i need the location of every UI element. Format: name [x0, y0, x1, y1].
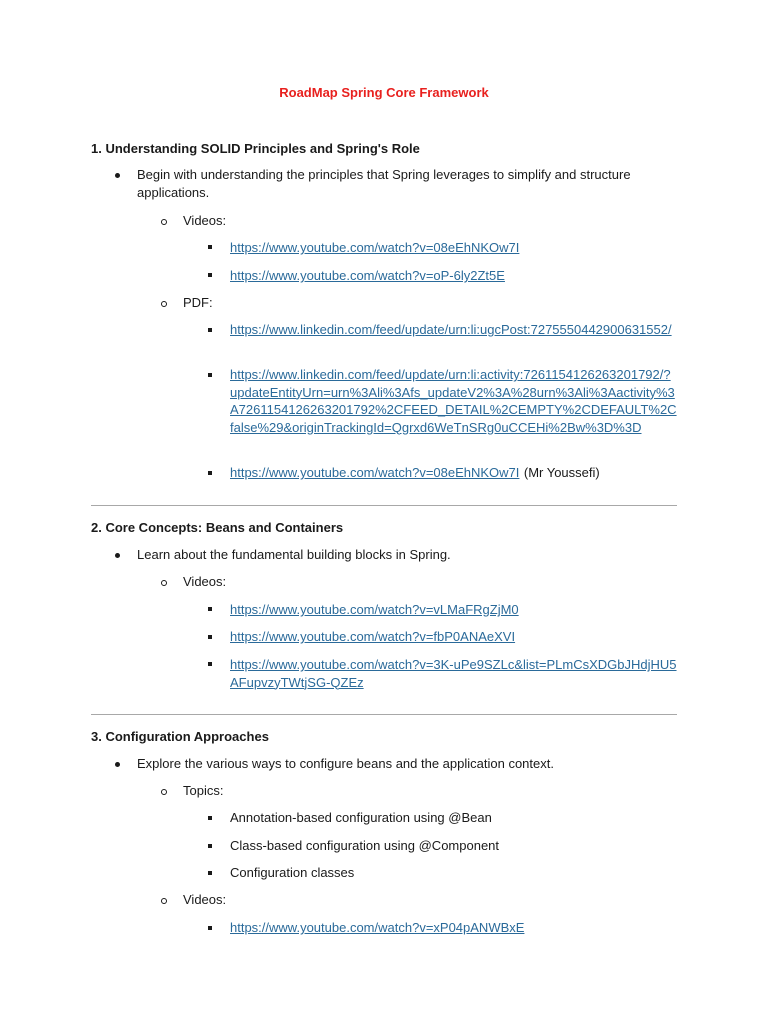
- section-2-video-link-1[interactable]: https://www.youtube.com/watch?v=vLMaFRgZjM0: [230, 602, 519, 617]
- square-bullet-icon: [208, 844, 212, 848]
- section-3-topics-label: Topics:: [183, 783, 224, 798]
- circle-bullet-icon: [161, 789, 167, 795]
- section-3-topic-2: Class-based configuration using @Component: [230, 838, 500, 853]
- bullet-icon: [115, 173, 120, 178]
- square-bullet-icon: [208, 926, 212, 930]
- square-bullet-icon: [208, 871, 212, 875]
- section-2-video-link-2[interactable]: https://www.youtube.com/watch?v=fbP0ANAeXVI: [230, 629, 516, 644]
- circle-bullet-icon: [161, 898, 167, 904]
- bullet-icon: [115, 553, 120, 558]
- section-1-video-link-1[interactable]: https://www.youtube.com/watch?v=08eEhNKOw7I: [230, 240, 520, 255]
- circle-bullet-icon: [161, 219, 167, 225]
- section-3-intro: Explore the various ways to configure beans and the application context.: [137, 756, 554, 771]
- section-1-pdf-link-1[interactable]: https://www.linkedin.com/feed/update/urn:li:ugcPost:7275550442900631552/: [230, 322, 672, 337]
- bullet-icon: [115, 762, 120, 767]
- square-bullet-icon: [208, 273, 212, 277]
- square-bullet-icon: [208, 471, 212, 475]
- section-divider: [91, 714, 677, 715]
- circle-bullet-icon: [161, 580, 167, 586]
- document-title: RoadMap Spring Core Framework: [279, 85, 489, 100]
- section-1-video-link-2[interactable]: https://www.youtube.com/watch?v=oP-6ly2Zt5E: [230, 268, 505, 283]
- square-bullet-icon: [208, 662, 212, 666]
- section-1-pdf-label: PDF:: [183, 295, 213, 310]
- square-bullet-icon: [208, 328, 212, 332]
- square-bullet-icon: [208, 635, 212, 639]
- section-3-videos-label: Videos:: [183, 892, 227, 907]
- section-1-pdf-link-3[interactable]: https://www.youtube.com/watch?v=08eEhNKOw7I: [230, 465, 520, 480]
- square-bullet-icon: [208, 816, 212, 820]
- section-1-intro: Begin with understanding the principles that Spring leverages to simplify and structure applications.: [137, 167, 631, 200]
- section-3-topic-1: Annotation-based configuration using @Bean: [230, 810, 492, 825]
- section-1-pdf-link-2[interactable]: https://www.linkedin.com/feed/update/urn:li:activity:7261154126263201792/?updateEntityUrn=urn%3Ali%3Afs_updateV2%3A%28urn%3Ali%3Aactivity%3A7261154126263201792%2CFEED_DETAIL%2CEMPTY%2CDEFAULT%2Cfalse%29&originTrackingId=Qgrxd6WeTnSRg0uCCEHi%2Bw%3D%3D: [230, 367, 677, 435]
- section-3-video-link-1[interactable]: https://www.youtube.com/watch?v=xP04pANWBxE: [230, 920, 525, 935]
- section-2-intro: Learn about the fundamental building blocks in Spring.: [137, 547, 451, 562]
- section-1-pdf-note: (Mr Youssefi): [523, 465, 600, 480]
- section-1-heading: 1. Understanding SOLID Principles and Spring's Role: [91, 141, 420, 156]
- section-1-videos-label: Videos:: [183, 213, 227, 228]
- section-2-video-link-3[interactable]: https://www.youtube.com/watch?v=3K-uPe9SZLc&list=PLmCsXDGbJHdjHU5AFupvzyTWtjSG-QZEz: [230, 657, 677, 690]
- square-bullet-icon: [208, 373, 212, 377]
- section-divider: [91, 505, 677, 506]
- section-3-topic-3: Configuration classes: [230, 865, 355, 880]
- square-bullet-icon: [208, 245, 212, 249]
- section-2-videos-label: Videos:: [183, 574, 227, 589]
- section-1-pdf-item-3: [230, 464, 677, 482]
- circle-bullet-icon: [161, 301, 167, 307]
- section-2-heading: 2. Core Concepts: Beans and Containers: [91, 520, 344, 535]
- square-bullet-icon: [208, 607, 212, 611]
- section-3-heading: 3. Configuration Approaches: [91, 729, 269, 744]
